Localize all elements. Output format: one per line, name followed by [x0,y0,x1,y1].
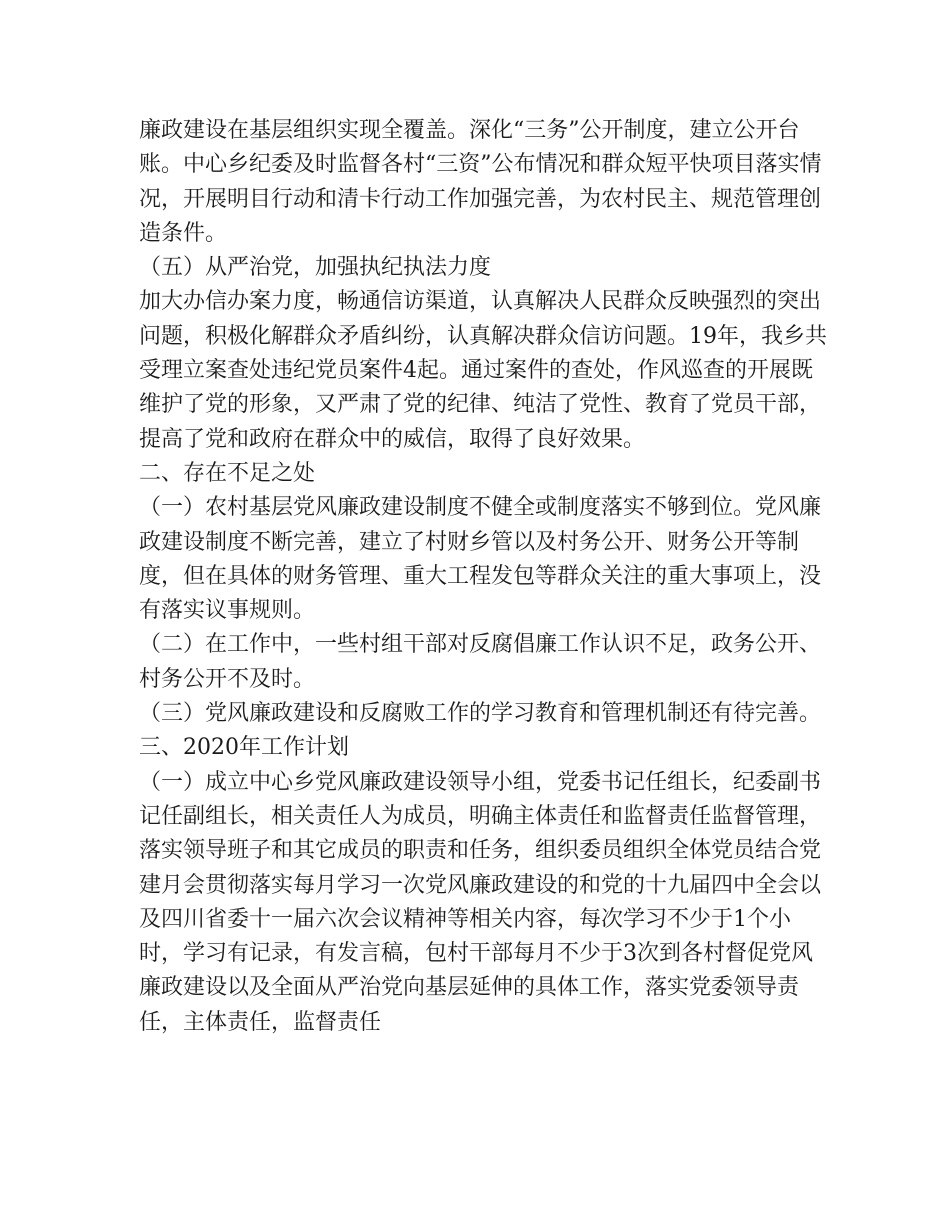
section-heading-shortcomings: 二、存在不足之处 [139,460,316,486]
paragraph-shortcoming-1: （一）农村基层党风廉政建设制度不健全或制度落实不够到位。党风廉政建设制度不断完善，建立了村财乡管以及村务公开、财务公开等制度，但在具体的财务管理、重大工程发包等群众关注的重大事项上，没有落实议事规则。 [139,495,822,624]
section-heading-5: （五）从严治党，加强执纪执法力度 [139,255,492,281]
paragraph-shortcoming-3: （三）党风廉政建设和反腐败工作的学习教育和管理机制还有待完善。 [139,701,822,727]
paragraph-plan-1: （一）成立中心乡党风廉政建设领导小组，党委书记任组长，纪委副书记任副组长，相关责任人为成员，明确主体责任和监督责任监督管理，落实领导班子和其它成员的职责和任务，组织委员组织全体党员结合党建月会贯彻落实每月学习一次党风廉政建设的和党的十九届四中全会以及四川省委十一届六次会议精神等相关内容，每次学习不少于1个小时，学习有记录，有发言稿，包村干部每月不少于3次到各村督促党风廉政建设以及全面从严治党向基层延伸的具体工作，落实党委领导责任，主体责任，监督责任 [139,769,822,1035]
document-body [139,114,829,1040]
paragraph-case-handling: 加大办信办案力度，畅通信访渠道，认真解决人民群众反映强烈的突出问题，积极化解群众矛盾纠纷，认真解决群众信访问题。19年，我乡共受理立案查处违纪党员案件4起。通过案件的查处，作风巡查的开展既维护了党的形象，又严肃了党的纪律、纯洁了党性、教育了党员干部，提高了党和政府在群众中的威信，取得了良好效果。 [139,289,827,452]
paragraph-shortcoming-2: （二）在工作中，一些村组干部对反腐倡廉工作认识不足，政务公开、村务公开不及时。 [139,632,822,692]
section-heading-plan: 三、2020年工作计划 [139,735,349,761]
paragraph-continuation: 廉政建设在基层组织实现全覆盖。深化“三务”公开制度，建立公开台账。中心乡纪委及时监督各村“三资”公布情况和群众短平快项目落实情况，开展明目行动和清卡行动工作加强完善，为农村民主、规范管理创造条件。 [139,118,822,246]
